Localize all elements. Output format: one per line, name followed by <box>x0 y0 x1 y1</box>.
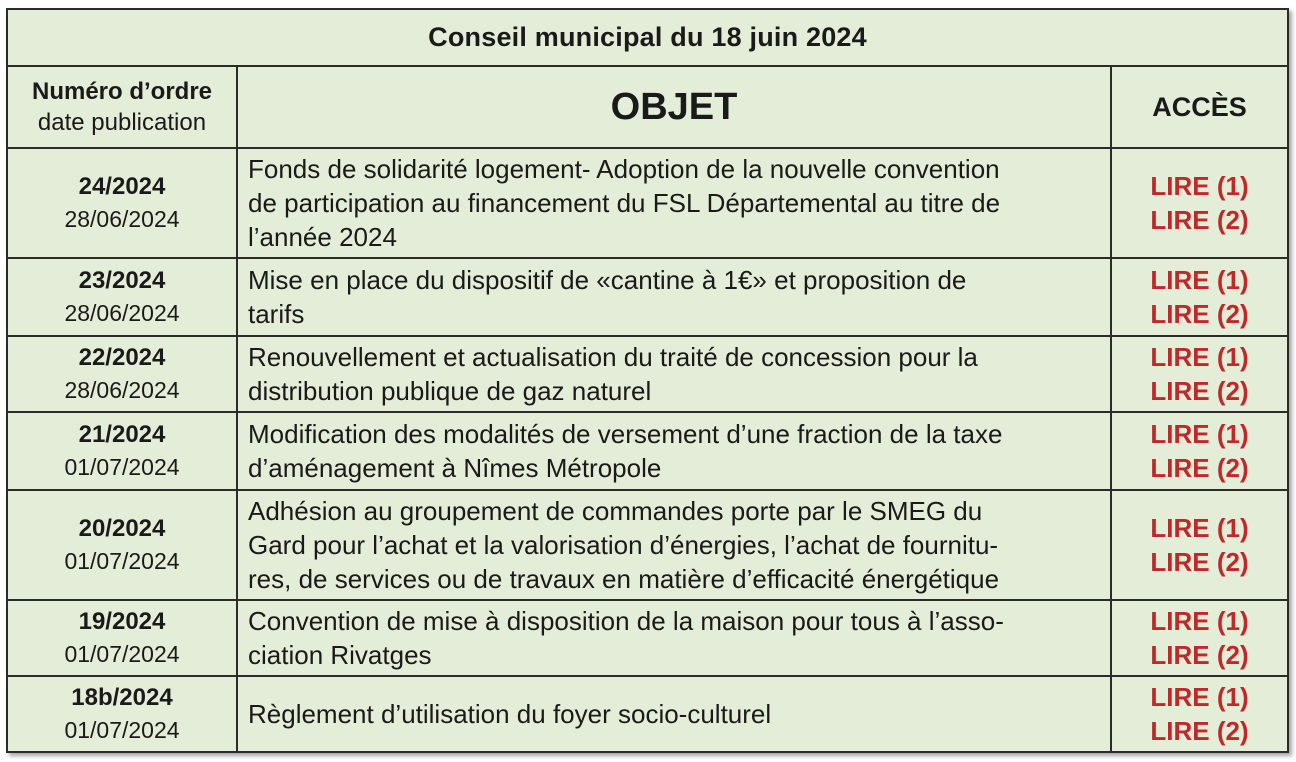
date-publication: 01/07/2024 <box>64 548 180 574</box>
objet-cell <box>237 258 1111 336</box>
table-row <box>8 412 1287 490</box>
lire-1-link[interactable]: LIRE (1) <box>1150 342 1249 372</box>
objet-cell <box>237 336 1111 412</box>
lire-2-link[interactable]: LIRE (2) <box>1150 376 1249 406</box>
objet-line: res, de services ou de travaux en matière d’efficacité énergétique <box>248 564 1000 594</box>
objet-cell <box>237 148 1111 258</box>
numero-ordre: 23/2024 <box>78 267 166 294</box>
lire-1-link[interactable]: LIRE (1) <box>1150 265 1249 295</box>
numero-ordre: 21/2024 <box>78 421 166 448</box>
lire-1-link[interactable]: LIRE (1) <box>1150 419 1249 449</box>
table-row <box>8 258 1287 336</box>
lire-1-link[interactable]: LIRE (1) <box>1150 171 1249 201</box>
header-acces: ACCÈS <box>1111 66 1287 148</box>
header-objet: OBJET <box>237 66 1111 148</box>
lire-2-link[interactable]: LIRE (2) <box>1150 453 1249 483</box>
numero-cell <box>8 412 237 490</box>
numero-ordre: 19/2024 <box>78 608 166 635</box>
objet-line: Gard pour l’achat et la valorisation d’énergies, l’achat de fournitu- <box>248 530 999 560</box>
title-row <box>8 10 1287 66</box>
header-numero <box>8 66 237 148</box>
header-date-label: date publication <box>37 109 207 136</box>
date-publication: 28/06/2024 <box>64 206 180 232</box>
numero-cell <box>8 490 237 600</box>
acces-cell <box>1111 336 1287 412</box>
date-publication: 28/06/2024 <box>64 300 180 326</box>
objet-line: Fonds de solidarité logement- Adoption de la nouvelle convention <box>248 154 1000 184</box>
objet-line: Convention de mise à disposition de la maison pour tous à l’asso- <box>248 606 1004 636</box>
lire-2-link[interactable]: LIRE (2) <box>1150 205 1249 235</box>
table-title: Conseil municipal du 18 juin 2024 <box>8 10 1287 66</box>
objet-line: Renouvellement et actualisation du traité de concession pour la <box>248 342 978 372</box>
objet-line: l’année 2024 <box>248 222 397 252</box>
numero-cell <box>8 600 237 676</box>
deliberations-table <box>8 10 1287 751</box>
table-row <box>8 148 1287 258</box>
objet-line: Règlement d’utilisation du foyer socio-culturel <box>248 699 772 729</box>
acces-cell <box>1111 676 1287 751</box>
acces-cell <box>1111 258 1287 336</box>
date-publication: 01/07/2024 <box>64 641 180 667</box>
table-row <box>8 676 1287 751</box>
lire-1-link[interactable]: LIRE (1) <box>1150 606 1249 636</box>
lire-2-link[interactable]: LIRE (2) <box>1150 299 1249 329</box>
table-row <box>8 490 1287 600</box>
objet-cell <box>237 412 1111 490</box>
numero-cell <box>8 148 237 258</box>
objet-line: tarifs <box>248 299 305 329</box>
objet-cell <box>237 490 1111 600</box>
objet-line: Modification des modalités de versement d’une fraction de la taxe <box>248 419 1003 449</box>
header-numero-label: Numéro d’ordre <box>31 78 213 105</box>
numero-ordre: 18b/2024 <box>71 684 173 711</box>
objet-line: ciation Rivatges <box>248 640 432 670</box>
lire-2-link[interactable]: LIRE (2) <box>1150 640 1249 670</box>
numero-ordre: 24/2024 <box>78 173 166 200</box>
deliberations-table-frame <box>6 8 1289 753</box>
objet-line: de participation au financement du FSL Départemental au titre de <box>248 188 1001 218</box>
acces-cell <box>1111 600 1287 676</box>
header-row <box>8 66 1287 148</box>
numero-cell <box>8 258 237 336</box>
acces-cell <box>1111 148 1287 258</box>
lire-1-link[interactable]: LIRE (1) <box>1150 682 1249 712</box>
numero-cell <box>8 676 237 751</box>
objet-line: distribution publique de gaz naturel <box>248 376 652 406</box>
date-publication: 28/06/2024 <box>64 377 180 403</box>
lire-1-link[interactable]: LIRE (1) <box>1150 513 1249 543</box>
numero-ordre: 20/2024 <box>78 515 166 542</box>
numero-cell <box>8 336 237 412</box>
objet-cell <box>237 600 1111 676</box>
date-publication: 01/07/2024 <box>64 717 180 743</box>
lire-2-link[interactable]: LIRE (2) <box>1150 547 1249 577</box>
objet-line: Mise en place du dispositif de «cantine à 1€» et proposition de <box>248 265 967 295</box>
objet-line: Adhésion au groupement de commandes porte par le SMEG du <box>248 496 983 526</box>
lire-2-link[interactable]: LIRE (2) <box>1150 716 1249 746</box>
acces-cell <box>1111 490 1287 600</box>
objet-line: d’aménagement à Nîmes Métropole <box>248 453 662 483</box>
objet-cell <box>237 676 1111 751</box>
numero-ordre: 22/2024 <box>78 344 166 371</box>
acces-cell <box>1111 412 1287 490</box>
date-publication: 01/07/2024 <box>64 454 180 480</box>
table-row <box>8 336 1287 412</box>
table-row <box>8 600 1287 676</box>
